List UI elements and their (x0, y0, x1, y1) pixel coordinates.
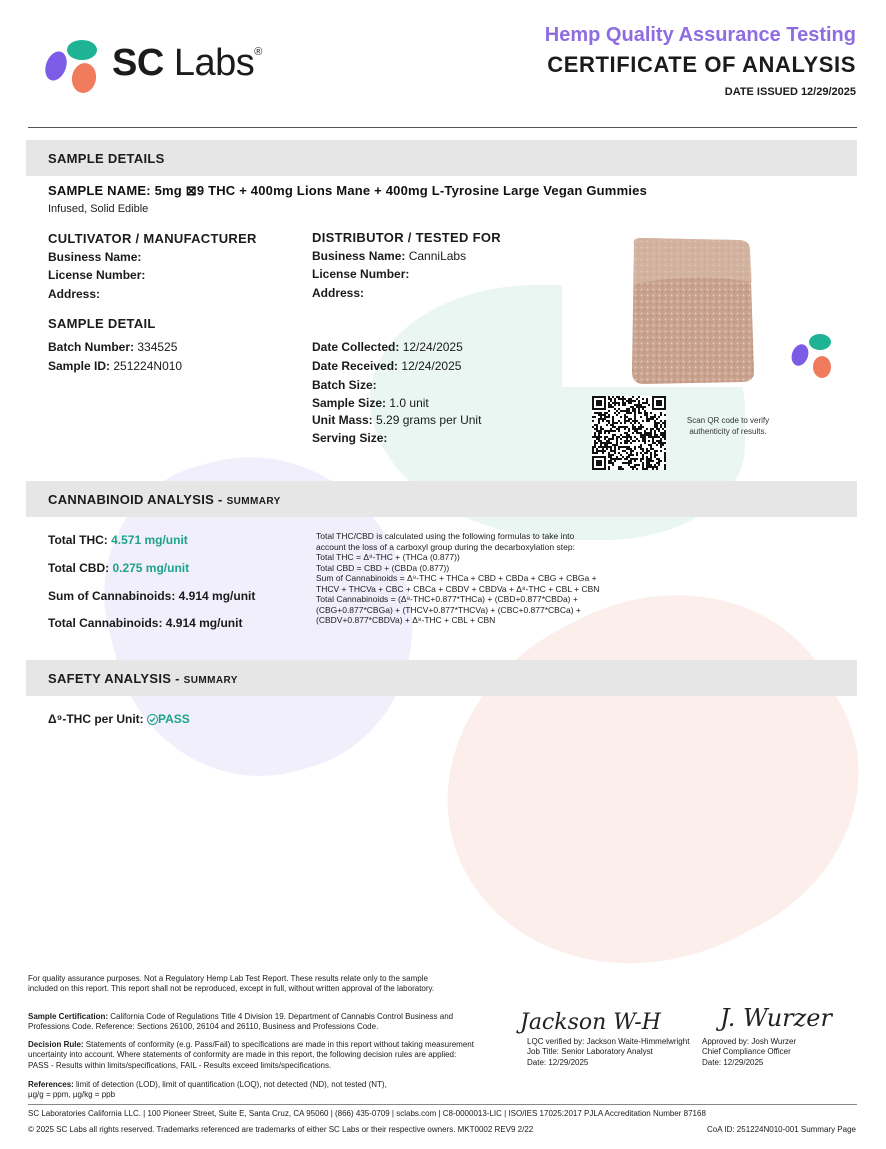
signature-wurzer: J. Wurzer (720, 1004, 832, 1032)
signature-jackson: Jackson W-H (520, 1010, 661, 1035)
logo-wordmark: SC Labs® (112, 42, 262, 84)
footer-copyright: © 2025 SC Labs all rights reserved. Trademarks referenced are trademarks of either SC Labs or their respective owners. MKT0002 REV9 2/22 (28, 1125, 534, 1134)
sum-of-cannabinoids: Sum of Cannabinoids: 4.914 mg/unit (48, 589, 256, 603)
footer-references: References: limit of detection (LOD), limit of quantification (LOQ), not detected (ND), not tested (NT), µg/g = ppm, µg/kg = ppb (28, 1080, 387, 1100)
sample-details-title: SAMPLE DETAILS (48, 151, 165, 166)
coa-id: CoA ID: 251224N010-001 Summary Page (707, 1125, 856, 1134)
footer-address: SC Laboratories California LLC. | 100 Pioneer Street, Suite E, Santa Cruz, CA 95060 | (866) 435-0709 | sclabs.com | C8-0000013-LIC | ISO/IES 17025:2017 PJLA Accreditation Number 87168 (28, 1109, 706, 1118)
date-collected: Date Collected: 12/24/2025 (312, 340, 463, 354)
cultivator-address: Address: (48, 287, 101, 301)
header-title: CERTIFICATE OF ANALYSIS (547, 52, 856, 77)
sc-labs-logo (44, 36, 284, 98)
logo-mark-icon (44, 36, 106, 98)
signer2-block: Approved by: Josh Wurzer Chief Compliance Officer Date: 12/29/2025 (702, 1037, 797, 1067)
gummy-image-icon (562, 222, 857, 387)
qr-caption: Scan QR code to verify authenticity of results. (686, 416, 770, 436)
footer-disclaimer: For quality assurance purposes. Not a Regulatory Hemp Lab Test Report. These results relate only to the sample included on this report. This report shall not be reproduced, except in full, without written approval of the laboratory. (28, 974, 435, 994)
distributor-business-name: Business Name: CanniLabs (312, 249, 467, 263)
product-photo (562, 222, 857, 387)
signer1-block: LQC verified by: Jackson Waite-Himmelwright Job Title: Senior Laboratory Analyst Date: 12/29/2025 (527, 1037, 690, 1067)
pass-check-icon (147, 714, 158, 725)
batch-size: Batch Size: (312, 378, 377, 392)
total-cbd: Total CBD: 0.275 mg/unit (48, 561, 190, 575)
sample-size: Sample Size: 1.0 unit (312, 396, 429, 410)
batch-number: Batch Number: 334525 (48, 340, 178, 354)
sample-name: SAMPLE NAME: 5mg ⊠9 THC + 400mg Lions Mane + 400mg L-Tyrosine Large Vegan Gummies (48, 183, 647, 198)
cultivator-business-name: Business Name: (48, 250, 142, 264)
logo-mark-small-icon (789, 334, 831, 378)
safety-title: SAFETY ANALYSIS - SUMMARY (48, 671, 238, 686)
header-divider (28, 127, 857, 128)
footer-certification: Sample Certification: California Code of Regulations Title 4 Division 19. Department of Cannabis Control Business and Professions Code. Reference: Sections 26100, 26104 and 26110, Business and Professions Code. (28, 1012, 454, 1032)
qr-code[interactable] (592, 396, 666, 470)
cultivator-license: License Number: (48, 268, 146, 282)
sample-id: Sample ID: 251224N010 (48, 359, 183, 373)
date-issued: DATE ISSUED 12/29/2025 (724, 86, 856, 98)
serving-size: Serving Size: (312, 431, 388, 445)
footer-divider (28, 1104, 857, 1105)
footer-decision-rule: Decision Rule: Statements of conformity (e.g. Pass/Fail) to specifications are made in this report without taking measurement uncertainty into account. Where statements of conformity are made in this report, the following decision rules are applied: PASS - Results within limits/specifications, FAIL - Results exceed limits/specifications. (28, 1040, 474, 1070)
date-received: Date Received: 12/24/2025 (312, 359, 462, 373)
distributor-address: Address: (312, 286, 365, 300)
cannabinoid-title: CANNABINOID ANALYSIS - SUMMARY (48, 492, 281, 507)
header-subtitle: Hemp Quality Assurance Testing (544, 24, 856, 46)
total-thc: Total THC: 4.571 mg/unit (48, 533, 188, 547)
cultivator-heading: CULTIVATOR / MANUFACTURER (48, 231, 257, 246)
distributor-license: License Number: (312, 267, 410, 281)
sample-detail-heading: SAMPLE DETAIL (48, 316, 156, 331)
formula-notes: Total THC/CBD is calculated using the following formulas to take into account the loss of a carboxyl group during the decarboxylation step: Total THC = Δ⁹-THC + (THCa (0.877)) Total CBD = CBD + (CBDa (0.877)) Sum of Cannabinoids = Δ⁹-THC + THCa + CBD + CBDa + CBG + CBGa + THCV + THCVa + CBC + CBCa + CBDV + CBDVa + Δ⁸-THC + CBL + CBN Total Cannabinoids = (Δ⁹-THC+0.877*THCa) + (CBD+0.877*CBDa) + (CBG+0.877*CBGa) + (THCV+0.877*THCVa) + (CBC+0.877*CBCa) + (CBDV+0.877*CBDVa) + Δ⁸-THC + CBL + CBN (316, 531, 600, 625)
pass-badge: PASS (157, 712, 190, 726)
unit-mass: Unit Mass: 5.29 grams per Unit (312, 413, 482, 427)
total-cannabinoids: Total Cannabinoids: 4.914 mg/unit (48, 616, 243, 630)
sample-type: Infused, Solid Edible (48, 203, 149, 215)
distributor-heading: DISTRIBUTOR / TESTED FOR (312, 230, 501, 245)
qr-code-icon (592, 396, 666, 470)
d9-thc-per-unit: Δ⁹-THC per Unit: PASS (48, 712, 190, 726)
